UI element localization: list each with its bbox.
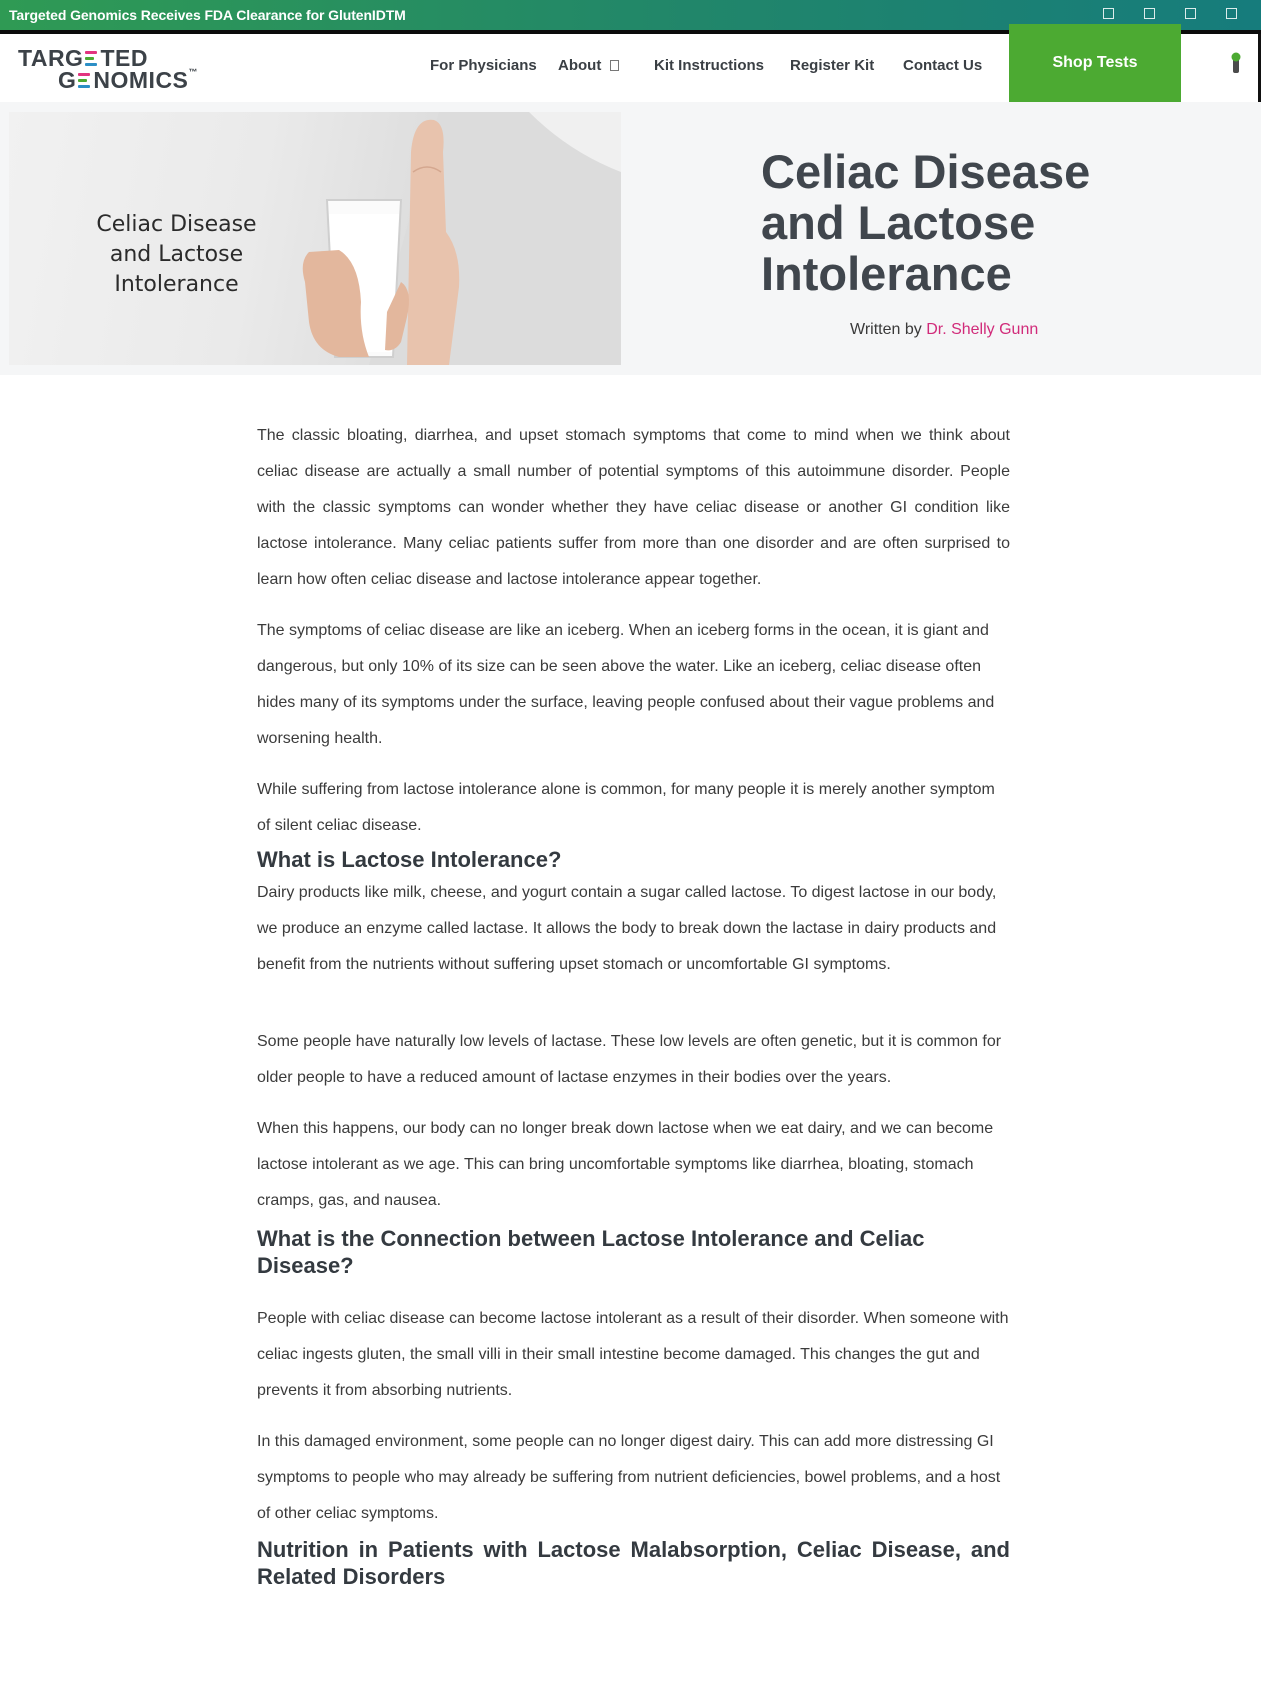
logo-line-1: TARG TED <box>18 45 148 71</box>
cart-icon[interactable] <box>1231 52 1241 74</box>
page-title <box>761 146 1181 299</box>
article-paragraph: Some people have naturally low levels of lactase. These low levels are often genetic, but it is common for older people to have a reduced amount of lactase enzymes in their bodies over the years. <box>257 1033 1002 1086</box>
section-heading: What is the Connection between Lactose Intolerance and Celiac Disease? <box>257 1226 925 1278</box>
page-title-line: and Lactose <box>761 196 1036 249</box>
article-paragraph: In this damaged environment, some people can no longer digest dairy. This can add more distressing GI symptoms to people who may already be suffering from nutrient deficiencies, bowel problems, and a host of other celiac symptoms. <box>257 1433 1001 1522</box>
logo-e-mark-icon <box>84 49 99 67</box>
byline-label: Written by <box>850 321 922 338</box>
page-title-line: Celiac Disease <box>761 145 1091 198</box>
targeted-genomics-logo[interactable] <box>18 45 198 93</box>
chevron-down-icon <box>610 60 619 71</box>
article-paragraph: The symptoms of celiac disease are like an iceberg. When an iceberg forms in the ocean, it is giant and dangerous, but only 10% of its size can be seen above the water. Like an iceberg, celiac disease often hides many of its symptoms under the surface, leaving people confused about their vague problems and worsening health. <box>257 622 995 747</box>
social-icon-1[interactable] <box>1103 8 1114 19</box>
nav-kit-instructions[interactable]: Kit Instructions <box>654 57 765 74</box>
hero-image <box>9 112 621 365</box>
logo-e-mark-icon <box>77 71 92 89</box>
hero-image-caption-line: Intolerance <box>114 272 239 297</box>
article-paragraph: When this happens, our body can no longer break down lactose when we eat dairy, and we can become lactose intolerant as we age. This can bring uncomfortable symptoms like diarrhea, bloating, stomach cramps, gas, and nausea. <box>257 1120 994 1209</box>
shop-tests-button[interactable]: Shop Tests <box>1009 24 1181 102</box>
article-body <box>257 418 1010 1590</box>
author-byline <box>850 321 1038 339</box>
nav-about-label: About <box>558 57 602 74</box>
hero-image-caption <box>69 210 284 300</box>
social-icon-4[interactable] <box>1226 8 1237 19</box>
nav-register-kit[interactable]: Register Kit <box>790 57 875 74</box>
article-paragraph: The classic bloating, diarrhea, and upset stomach symptoms that come to mind when we think about celiac disease are actually a small number of potential symptoms of this autoimmune disorder. People with the classic symptoms can wonder whether they have celiac disease or another GI condition like lactose intolerance. Many celiac patients suffer from more than one disorder and are often surprised to learn how often celiac disease and lactose intolerance appear together. <box>257 427 1010 588</box>
author-link[interactable]: Dr. Shelly Gunn <box>926 321 1039 338</box>
section-heading: What is Lactose Intolerance? <box>257 847 562 872</box>
hero-image-caption-line: and Lactose <box>109 242 244 267</box>
section-heading: Nutrition in Patients with Lactose Malabsorption, Celiac Disease, and Related Disorders <box>257 1537 1010 1589</box>
social-icon-3[interactable] <box>1185 8 1196 19</box>
article-paragraph: While suffering from lactose intolerance alone is common, for many people it is merely another symptom of silent celiac disease. <box>257 781 995 834</box>
nav-contact-us[interactable]: Contact Us <box>903 57 983 74</box>
social-icon-2[interactable] <box>1144 8 1155 19</box>
article-paragraph: People with celiac disease can become lactose intolerant as a result of their disorder. When someone with celiac ingests gluten, the small villi in their small intestine become damaged. This changes the gut and prevents it from absorbing nutrients. <box>257 1310 1009 1399</box>
article-paragraph: Dairy products like milk, cheese, and yogurt contain a sugar called lactose. To digest lactose in our body, we produce an enzyme called lactase. It allows the body to break down the lactase in dairy products and benefit from the nutrients without suffering upset stomach or uncomfortable GI symptoms. <box>257 884 997 973</box>
page-title-line: Intolerance <box>761 247 1012 300</box>
hero-image-caption-line: Celiac Disease <box>96 212 257 237</box>
announcement-link[interactable]: Targeted Genomics Receives FDA Clearance for GlutenIDTM <box>9 7 406 23</box>
logo-line-2: G NOMICS™ <box>58 67 198 93</box>
nav-for-physicians[interactable]: For Physicians <box>430 57 537 74</box>
nav-about[interactable] <box>558 57 619 74</box>
